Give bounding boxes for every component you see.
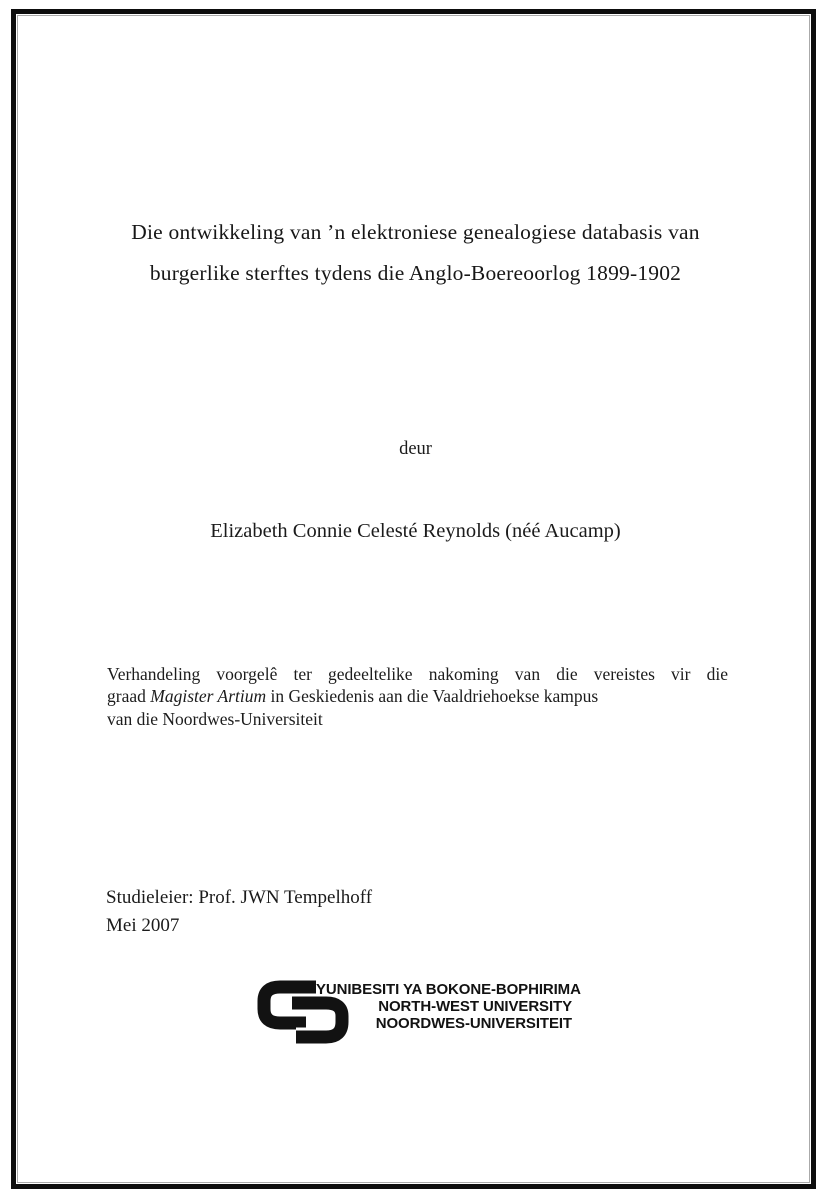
date-line: Mei 2007 [106,915,180,936]
thesis-title [60,212,771,294]
submission-statement-line2-suffix: in Geskiedenis aan die Vaaldriehoekse kampus [266,686,599,707]
thesis-title-line1: Die ontwikkeling van ’n elektroniese genealogiese databasis van [131,220,700,244]
supervisor-block [106,884,372,940]
author-name: Elizabeth Connie Celesté Reynolds (néé Aucamp) [210,520,621,542]
logo-line-afrikaans: NOORDWES-UNIVERSITEIT [375,1015,572,1032]
submission-statement-line3: van die Noordwes-Universiteit [107,708,323,729]
submission-statement-line2 [107,685,728,707]
submission-statement [107,663,728,730]
logo-line-english: NORTH-WEST UNIVERSITY [378,998,572,1015]
thesis-title-line2: burgerlike sterftes tydens die Anglo-Boereoorlog 1899-1902 [149,261,682,285]
submission-statement-line2-prefix: graad [107,686,151,707]
degree-name: Magister Artium [150,686,267,707]
university-logo-wordmark [316,981,581,1032]
logo-line-setswana: YUNIBESITI YA BOKONE-BOPHIRIMA [316,981,581,998]
university-logo [256,970,581,1050]
submission-statement-line1: Verhandeling voorgelê ter gedeeltelike nakoming van die vereistes vir die [107,664,728,684]
byline-label: deur [399,439,432,459]
supervisor-line: Studieleier: Prof. JWN Tempelhoff [106,887,373,908]
